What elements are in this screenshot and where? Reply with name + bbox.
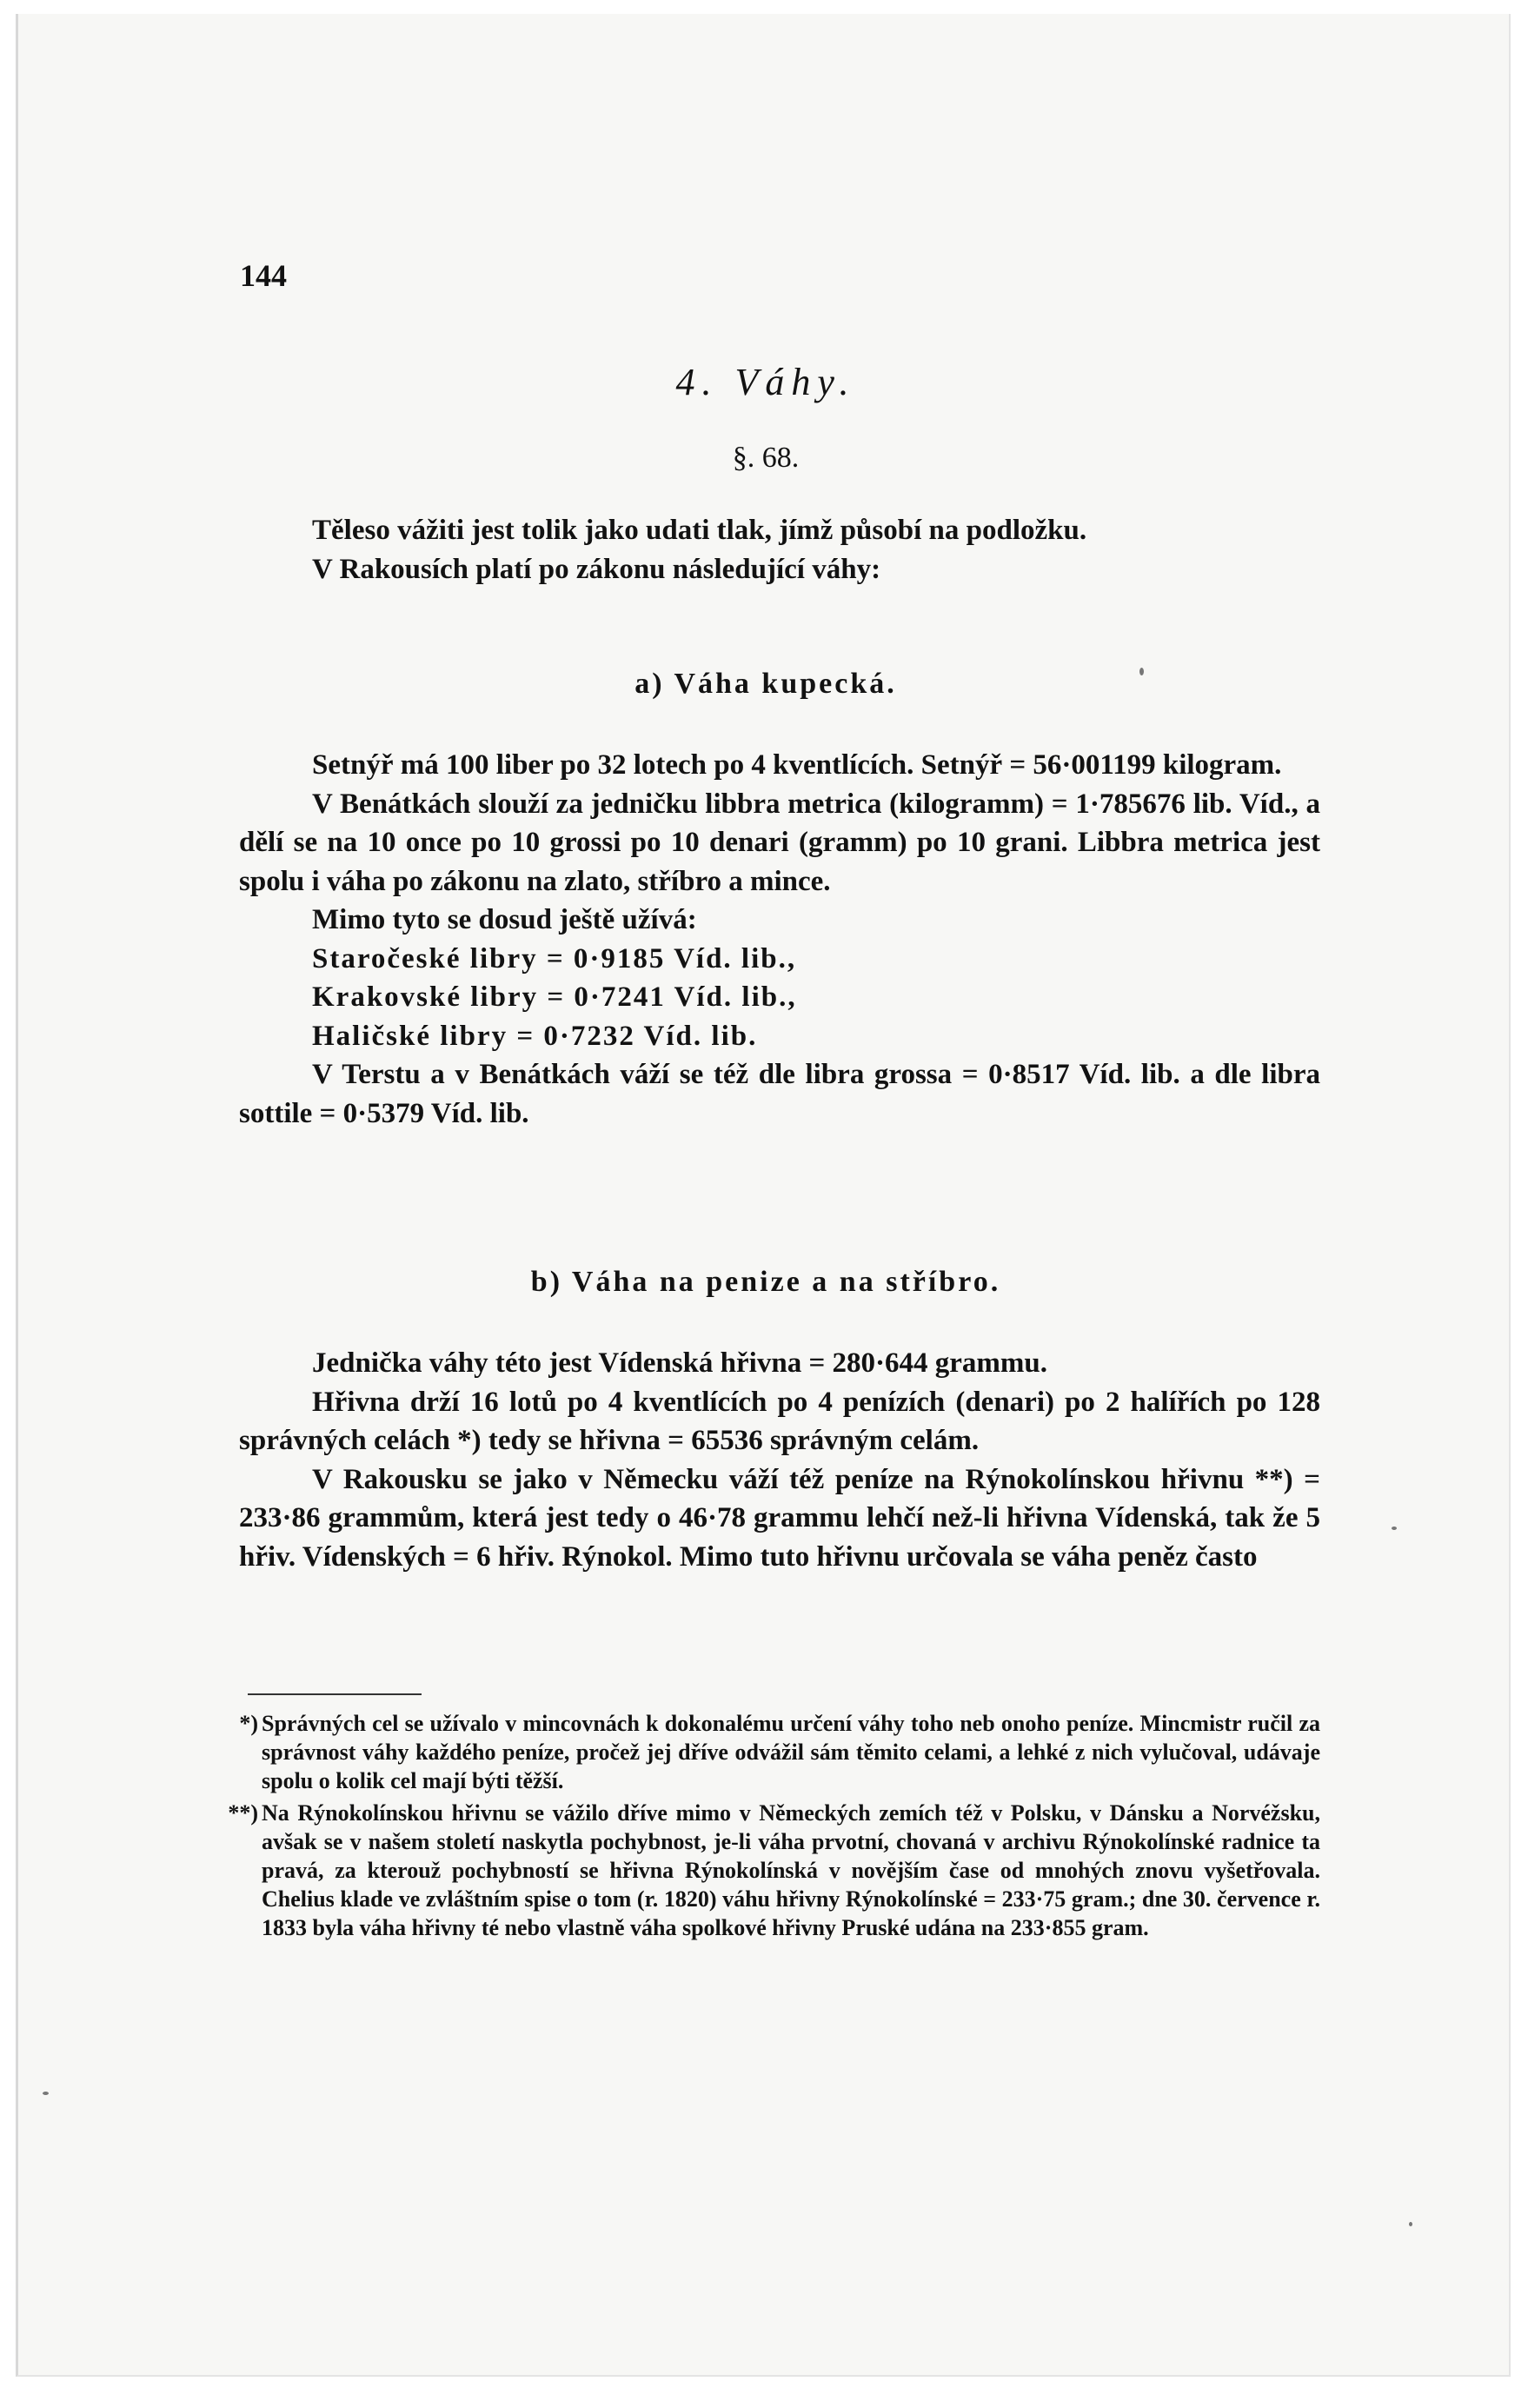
section-a-heading: a) Váha kupecká.	[634, 668, 897, 700]
section-a-paragraph: V Benátkách slouží za jedničku libbra metrica (kilogramm) = 1·785676 lib. Víd., a dělí se na 10 once po 10 grossi po 10 denari (gramm) po 10 grani. Libbra metrica jest spolu i váha po zákonu na zlato, stříbro a mince.	[239, 788, 1320, 897]
chapter-title: 4. Váhy.	[675, 361, 856, 403]
book-page	[16, 14, 1511, 2377]
footnote-mark: **)	[228, 1800, 258, 1826]
scan-speck	[1409, 2222, 1412, 2226]
footnote	[228, 1799, 1320, 1942]
footnote-text: Na Rýnokolínskou hřivnu se vážilo dříve mimo v Německých zemích též v Polsku, v Dánsku a Norvéžsku, avšak se v našem století naskytla pochybnost, je-li váha prvotní, chovaná v archivu Rýnokolínské radnice ta pravá, za kterouž pochybností se hřivna Rýnokolínská v novějším čase od mnohých znovu vyšetřovala. Chelius klade ve zvláštním spise o tom (r. 1820) váhu hřivny Rýnokolínské = 233·75 gram.; dne 30. července r. 1833 byla váha hřivny té nebo vlastně váha spolkové hřivny Pruské udána na 233·855 gram.	[262, 1800, 1320, 1940]
section-b-heading: b) Váha na penize a na stříbro.	[530, 1266, 1001, 1298]
footnote-mark: *)	[239, 1711, 258, 1736]
section-b-paragraph: Jednička váhy této jest Vídenská hřivna = 280·644 grammu.	[312, 1347, 1047, 1379]
scan-speck	[1392, 1527, 1397, 1530]
scan-speck	[43, 2092, 49, 2095]
section-a-paragraph: Setnýř má 100 liber po 32 lotech po 4 kventlících. Setnýř = 56·001199 kilogram.	[312, 749, 1282, 781]
scan-speck	[1139, 668, 1144, 675]
intro-paragraph: Těleso vážiti jest tolik jako udati tlak, jímž působí na podložku.	[312, 515, 1087, 546]
section-b-paragraph: V Rakousku se jako v Německu váží též peníze na Rýnokolínskou hřivnu **) = 233·86 grammům, která jest tedy o 46·78 grammu lehčí než-li hřivna Vídenská, tak že 5 hřiv. Vídenských = 6 hřiv. Rýnokol. Mimo tuto hřivnu určovala se váha peněz často	[239, 1463, 1320, 1573]
footnotes	[228, 1709, 1320, 1946]
weight-table-row: Haličské libry = 0·7232 Víd. lib.	[312, 1020, 758, 1052]
section-a-paragraph: V Terstu a v Benátkách váží se též dle libra grossa = 0·8517 Víd. lib. a dle libra sottile = 0·5379 Víd. lib.	[239, 1059, 1320, 1129]
section-a-paragraph: Mimo tyto se dosud ještě užívá:	[312, 904, 697, 935]
section-b-paragraph: Hřivna drží 16 lotů po 4 kventlících po 4 penízích (denari) po 2 halířích po 128 správných celách *) tedy se hřivna = 65536 správným celám.	[239, 1386, 1320, 1456]
section-b-text	[239, 1344, 1320, 1576]
footnote-text: Správných cel se užívalo v mincovnách k dokonalému určení váhy toho neb onoho peníze. Mincmistr ručil za správnost váhy každého peníze, pročež jej dříve odvážil sám těmito celami, a lehké z nich vylučoval, udávaje spolu o kolik cel mají býti těžší.	[262, 1711, 1320, 1793]
footnote	[239, 1709, 1320, 1795]
paragraph-number: §. 68.	[732, 442, 800, 474]
weight-table-row: Krakovské libry = 0·7241 Víd. lib.,	[312, 981, 797, 1013]
footnote-separator	[248, 1693, 422, 1695]
intro-paragraph: V Rakousích platí po zákonu následující váhy:	[312, 553, 881, 585]
intro-text	[239, 511, 1320, 589]
section-a-text	[239, 746, 1320, 1133]
page-number: 144	[240, 258, 287, 293]
weight-table-row: Staročeské libry = 0·9185 Víd. lib.,	[312, 942, 797, 975]
